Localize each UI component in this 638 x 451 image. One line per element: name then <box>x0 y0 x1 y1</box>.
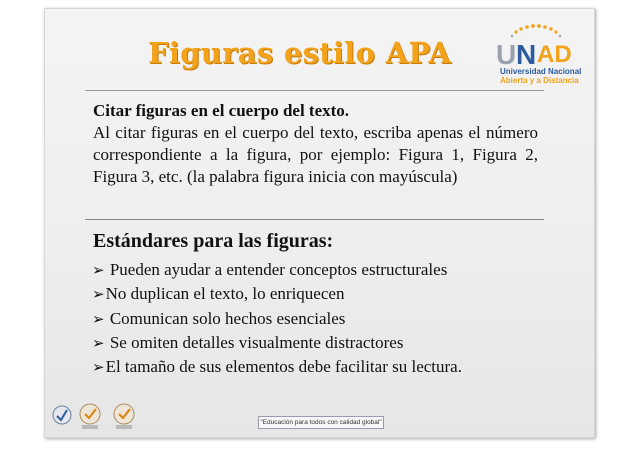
list-item <box>92 331 462 355</box>
slide-title: Figuras estilo APA <box>148 36 452 70</box>
paragraph-body: Al citar figuras en el cuerpo del texto, escriba apenas el número correspondiente a la figura, por ejemplo: Figura 1, Figura 2, Figura 3, etc. (la palabra figura inicia con mayúscula) <box>93 123 538 186</box>
quality-seal-icon <box>80 404 100 429</box>
list-item-text: Comunican solo hechos esenciales <box>105 308 346 328</box>
paragraph-lead: Citar figuras en el cuerpo del texto. <box>93 101 350 120</box>
list-item-text: El tamaño de sus elementos debe facilitar su lectura. <box>105 357 462 377</box>
arrow-bullet-icon: ➢ <box>92 261 105 279</box>
arrow-bullet-icon: ➢ <box>92 285 105 304</box>
arrow-bullet-icon: ➢ <box>92 358 105 377</box>
list-item <box>92 355 462 379</box>
footer-slogan: "Educación para todos con calidad global" <box>258 416 384 429</box>
logo-university-line2: Abierta y a Distancia <box>500 76 579 85</box>
section-divider <box>85 219 544 220</box>
quality-seals <box>52 402 142 430</box>
standards-list <box>92 258 462 379</box>
list-item-text: No duplican el texto, lo enriquecen <box>105 284 345 304</box>
quality-seal-icon <box>53 406 71 424</box>
list-item-text: Pueden ayudar a entender conceptos estructurales <box>105 260 448 279</box>
list-item <box>92 307 462 331</box>
logo-university-line1: Universidad Nacional <box>500 67 582 76</box>
arrow-bullet-icon: ➢ <box>92 333 105 352</box>
citation-paragraph <box>93 100 538 188</box>
list-item <box>92 258 462 282</box>
standards-heading: Estándares para las figuras: <box>93 230 334 252</box>
list-item-text: Se omiten detalles visualmente distractores <box>105 332 404 352</box>
svg-text:U: U <box>496 39 517 70</box>
header-divider <box>85 90 544 91</box>
list-item <box>92 282 462 306</box>
quality-seal-icon <box>114 404 134 429</box>
arrow-bullet-icon: ➢ <box>92 309 105 328</box>
svg-text:AD: AD <box>537 41 572 68</box>
svg-text:N: N <box>516 39 537 70</box>
